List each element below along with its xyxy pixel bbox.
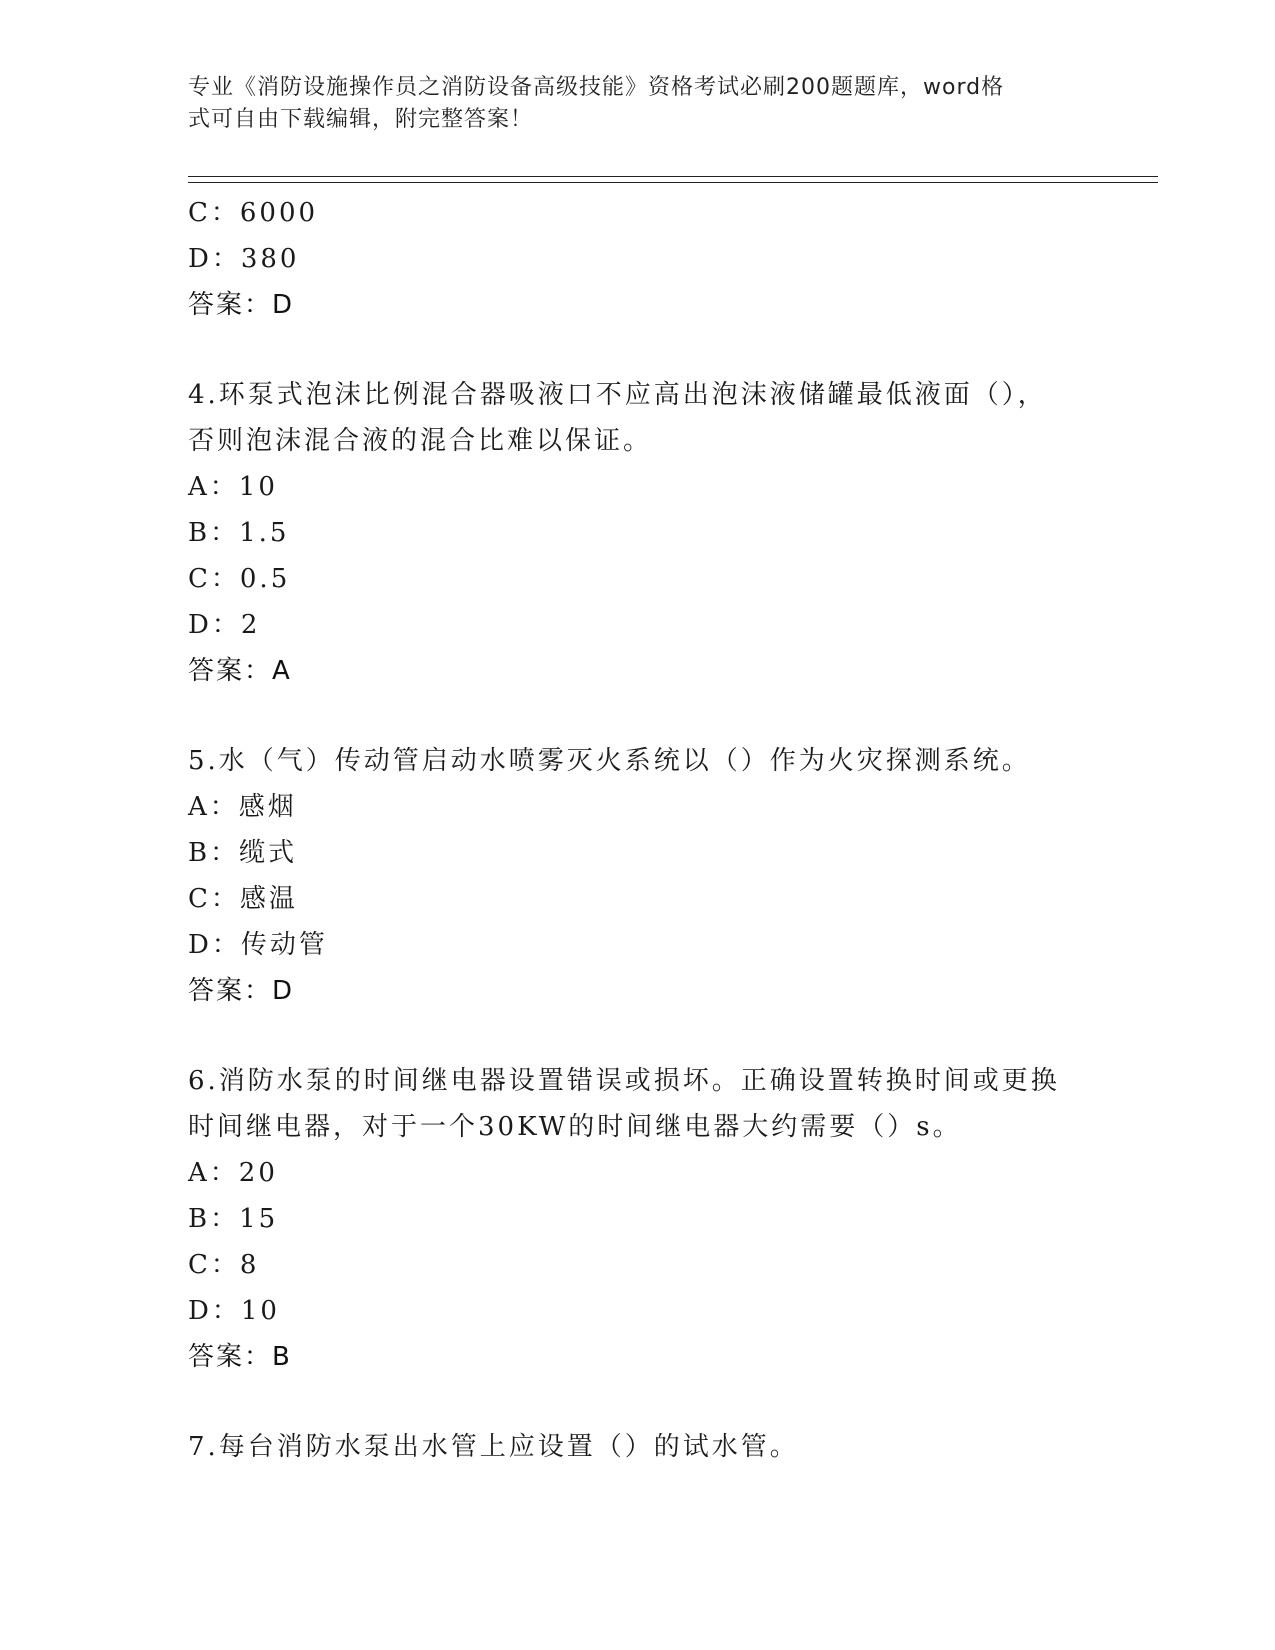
option-d: D：2	[188, 610, 261, 640]
option-d: D：传动管	[188, 930, 328, 960]
question-text	[188, 372, 1068, 464]
question-text	[188, 738, 1068, 784]
option-b: B：缆式	[188, 838, 298, 868]
option-b: B：1.5	[188, 518, 290, 548]
document-header	[188, 72, 1068, 136]
option-c: C：6000	[188, 198, 319, 228]
question-text-line-1: 5.水（气）传动管启动水喷雾灭火系统以（）作为火灾探测系统。	[188, 746, 1031, 776]
option-c: C：感温	[188, 884, 298, 914]
option-a: A：感烟	[188, 792, 297, 822]
option-c: C：8	[188, 1250, 260, 1280]
option-a: A：10	[188, 472, 278, 502]
option-d: D：10	[188, 1296, 280, 1326]
option-c: C：0.5	[188, 564, 291, 594]
question-text-line-1: 7.每台消防水泵出水管上应设置（）的试水管。	[188, 1432, 799, 1462]
question-block-prev	[188, 190, 1088, 328]
question-text	[188, 1424, 1068, 1470]
option-a: A：20	[188, 1158, 278, 1188]
question-block-6	[188, 1058, 1088, 1380]
option-d: D：380	[188, 244, 300, 274]
question-text-line-2: 否则泡沫混合液的混合比难以保证。	[188, 426, 653, 456]
header-rule-bottom	[188, 182, 1158, 183]
question-text-line-1: 4.环泵式泡沫比例混合器吸液口不应高出泡沫液储罐最低液面（），	[188, 380, 1047, 410]
question-list	[188, 190, 1088, 1514]
question-text	[188, 1058, 1068, 1150]
question-block-4	[188, 372, 1088, 694]
question-text-line-1: 6.消防水泵的时间继电器设置错误或损坏。正确设置转换时间或更换	[188, 1066, 1060, 1096]
header-line-2: 式可自由下载编辑，附完整答案！	[188, 107, 534, 132]
answer-line: 答案：D	[188, 976, 295, 1006]
answer-line: 答案：B	[188, 1342, 292, 1372]
question-block-5	[188, 738, 1088, 1014]
answer-line: 答案：A	[188, 656, 292, 686]
header-line-1: 专业《消防设施操作员之消防设备高级技能》资格考试必刷200题题库，word格	[188, 75, 1005, 100]
question-block-7	[188, 1424, 1088, 1470]
question-text-line-2: 时间继电器，对于一个30KW的时间继电器大约需要（）s。	[188, 1112, 962, 1142]
header-rule-top	[188, 176, 1158, 177]
answer-line: 答案：D	[188, 290, 295, 320]
option-b: B：15	[188, 1204, 279, 1234]
